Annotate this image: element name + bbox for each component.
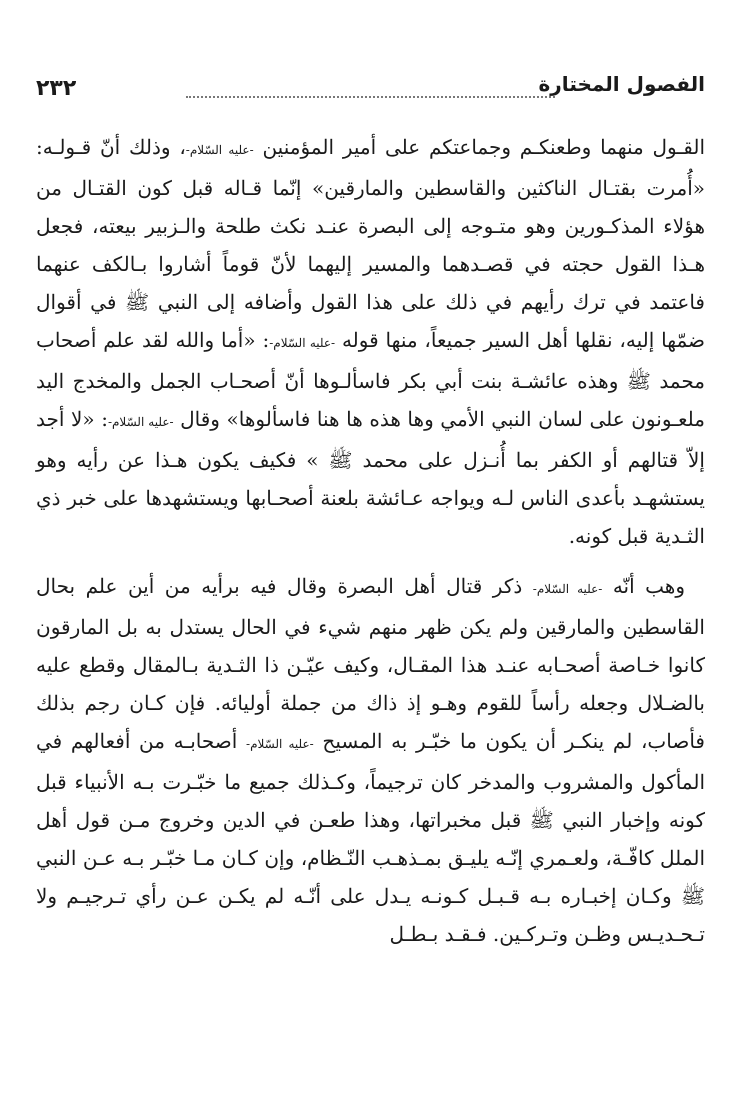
- paragraph-text: : «لا أجد إلاّ قتالهم أو الكفر بما أُنـزل على محمد ﷺ » فكيف يكون هـذا عن رأيه وهو يستشهـد بأعدى الناس لـه ويواجه عـائشة بلعنة أصحـابها ويستشهدها على خبر ذي الثـدية قبل كونه.: [36, 407, 705, 548]
- paragraph-text: وهب أنّه: [602, 574, 686, 598]
- paragraph-text: القـول منهما وطعنكـم وجماعتكم على أمير المؤمنين: [253, 135, 705, 159]
- honorific-text: -عليه السّلام-: [532, 582, 603, 596]
- paragraph-text: : «أما والله لقد علم أصحاب محمد ﷺ وهذه عائشـة بنت أبي بكر فاسألـوها أنّ أصحـاب الجمل والمخدج اليد ملعـونون على لسان النبي الأمي وها هذه ها هنا فاسألوها» وقال: [36, 328, 705, 431]
- paragraph-text: ذكر قتال أهل البصرة وقال فيه برأيه من أين علم بحال القاسطين والمارقين ولم يكن ظهر منهم شيء في الحال يستدل به بل المارقون كانوا خـاصة أصحـابه عنـد هذا المقـال، وكيف عيّـن ذا الثـدية بـالمقال وقطع عليه بالضـلال وجعله رأساً للقوم وهـو إذ ذاك من جملة أوليائه. فإن كـان رجم بذلك فأصاب، لم ينكـر أن يكون ما خبّـر به المسيح: [36, 574, 705, 753]
- honorific-text: -عليه السّلام-: [246, 737, 314, 751]
- page-header: [36, 72, 705, 112]
- page-number: ٢٣٢: [36, 76, 77, 101]
- page-body: [36, 128, 705, 953]
- paragraph-text: ، وذلك أنّ قـولـه: «أُمرت بقتـال الناكثين والقاسطين والمارقين» إنّما قـاله قبل كون القتـال من هؤلاء المذكـورين وهو متـوجه إلى البصرة عنـد نكث طلحة والـزبير بيعته، فجعل هـذا القول حجته في قصـدهما والمسير إليهما لأنّ قوماً أشاروا بـالكف عنهما فاعتمد في ترك رأيهم في ذلك على هذا القول وأضافه إلى النبي ﷺ في أقوال ضمّها إليه، نقلها أهل السير جميعاً، منها قوله: [36, 135, 706, 352]
- header-dotted-leader: [186, 96, 555, 98]
- running-title: الفصول المختارة: [538, 72, 705, 96]
- honorific-text: -عليه السّلام-: [269, 336, 336, 350]
- paragraph-1: [36, 128, 705, 555]
- honorific-text: -عليه السّلام-: [185, 143, 254, 157]
- honorific-text: -عليه السّلام-: [107, 415, 174, 429]
- paragraph-2: [36, 567, 705, 953]
- paragraph-text: أصحابـه من أفعالهم في المأكول والمشروب والمدخر كان ترجيماً، وكـذلك جميع ما خبّـرت بـه الأنبياء قبل كونه وإخبار النبي ﷺ قبل مخبراتها، وهذا طعـن في الدين وخروج مـن قول أهل الملل كافّـة، ولعـمري إنّـه يليـق بمـذهـب النّـظام، وإن كـان مـا خبّـر بـه عـن النبي ﷺ وكـان إخبـاره بـه قـبـل كـونـه يـدل على أنّـه لم يكـن عـن رأي تـرجيـم ولا تـحـديـس وظـن وتـركـين. فـقـد بـطـل: [36, 729, 705, 946]
